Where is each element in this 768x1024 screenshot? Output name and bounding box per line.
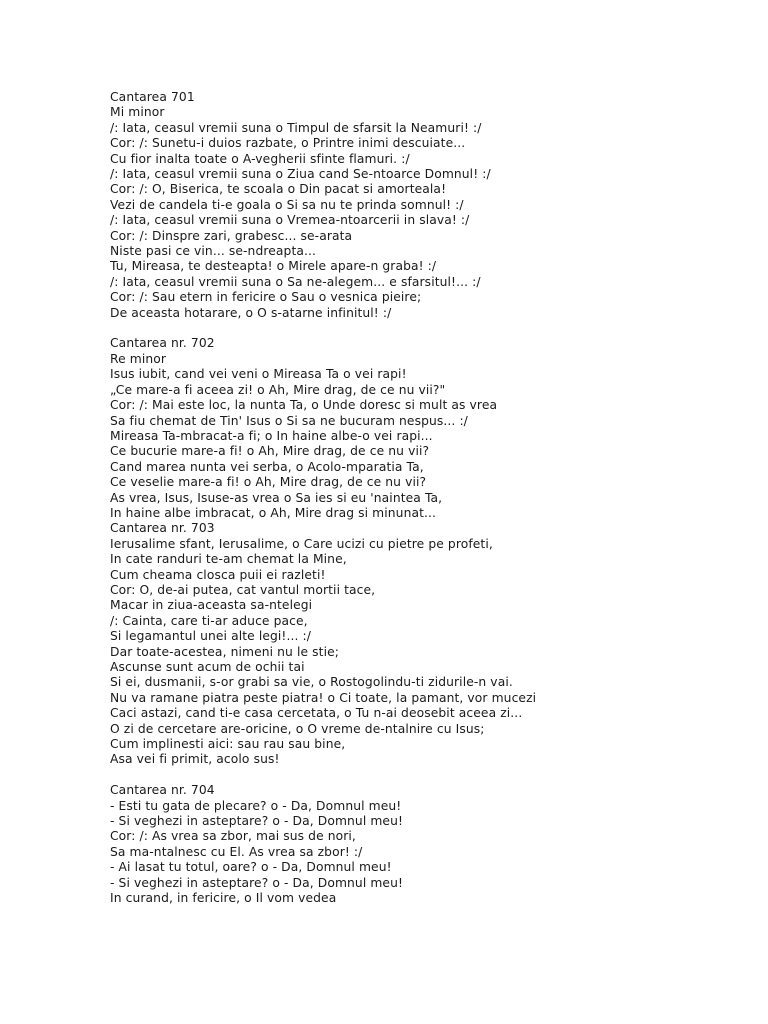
text-line: Cor: /: Mai este loc, la nunta Ta, o Unde doresc si mult as vrea [110,398,498,413]
text-line: /: Iata, ceasul vremii suna o Vremea-ntoarcerii in slava! :/ [110,213,470,228]
text-line: Vezi de candela ti-e goala o Si sa nu te prinda somnul! :/ [110,197,464,212]
text-line: Mireasa Ta-mbracat-a fi; o In haine albe-o vei rapi... [110,428,433,443]
text-line: In curand, in fericire, o Il vom vedea [110,891,337,906]
text-line: - Si veghezi in asteptare? o - Da, Domnul meu! [110,814,404,829]
text-line: Macar in ziua-aceasta sa-ntelegi [110,598,313,613]
text-line: Tu, Mireasa, te desteapta! o Mirele apare-n graba! :/ [110,259,437,274]
text-line: Cu fior inalta toate o A-vegherii sfinte flamuri. :/ [110,151,410,166]
text-line: Cor: /: As vrea sa zbor, mai sus de nori, [110,829,356,844]
text-line: Cor: /: Dinspre zari, grabesc... se-arata [110,228,353,243]
hymn-title: Cantarea nr. 703 [110,521,215,536]
text-line: Cum cheama closca puii ei razleti! [110,567,326,582]
text-line: Si ei, dusmanii, s-or grabi sa vie, o Rostogolindu-ti zidurile-n vai. [110,675,513,690]
text-line: - Ai lasat tu totul, oare? o - Da, Domnul meu! [110,860,392,875]
section-spacer [110,321,750,336]
hymn-key: Re minor [110,351,167,366]
hymn-701 [110,90,750,321]
text-line: Sa fiu chemat de Tin' Isus o Si sa ne bucuram nespus... :/ [110,413,468,428]
section-spacer [110,768,750,783]
document-page [110,90,750,907]
text-line: Cum implinesti aici: sau rau sau bine, [110,737,346,752]
text-line: Cor: /: Sau etern in fericire o Sau o vesnica pieire; [110,290,422,305]
text-line: In cate randuri te-am chemat la Mine, [110,552,347,567]
text-line: /: Iata, ceasul vremii suna o Timpul de sfarsit la Neamuri! :/ [110,120,482,135]
text-line: /: Iata, ceasul vremii suna o Ziua cand Se-ntoarce Domnul! :/ [110,167,491,182]
text-line: - Si veghezi in asteptare? o - Da, Domnul meu! [110,875,404,890]
hymn-702-703 [110,336,750,767]
text-line: Cand marea nunta vei serba, o Acolo-mparatia Ta, [110,459,424,474]
text-line: Ascunse sunt acum de ochii tai [110,660,305,675]
hymn-title: Cantarea nr. 704 [110,783,215,798]
hymn-704 [110,783,750,906]
text-line: „Ce mare-a fi aceea zi! o Ah, Mire drag, de ce nu vii?" [110,382,446,397]
text-line: - Esti tu gata de plecare? o - Da, Domnul meu! [110,798,402,813]
text-line: Cor: O, de-ai putea, cat vantul mortii tace, [110,582,376,597]
text-line: Si legamantul unei alte legi!... :/ [110,629,311,644]
text-line: /: Cainta, care ti-ar aduce pace, [110,613,308,628]
text-line: Asa vei fi primit, acolo sus! [110,752,280,767]
text-line: Isus iubit, cand vei veni o Mireasa Ta o vei rapi! [110,367,407,382]
text-line: Caci astazi, cand ti-e casa cercetata, o Tu n-ai deosebit aceea zi... [110,706,523,721]
text-line: Ce veselie mare-a fi! o Ah, Mire drag, de ce nu vii? [110,475,427,490]
hymn-title: Cantarea 701 [110,90,195,104]
text-line: /: Iata, ceasul vremii suna o Sa ne-alegem... e sfarsitul!... :/ [110,274,481,289]
text-line: De aceasta hotarare, o O s-atarne infinitul! :/ [110,305,392,320]
text-line: O zi de cercetare are-oricine, o O vreme de-ntalnire cu Isus; [110,721,485,736]
hymn-key: Mi minor [110,105,165,120]
text-line: Cor: /: O, Biserica, te scoala o Din pacat si amorteala! [110,182,447,197]
text-line: Nu va ramane piatra peste piatra! o Ci toate, la pamant, vor mucezi [110,690,537,705]
hymn-title: Cantarea nr. 702 [110,336,215,351]
text-line: In haine albe imbracat, o Ah, Mire drag si minunat... [110,505,437,520]
text-line: Niste pasi ce vin... se-ndreapta... [110,244,317,259]
text-line: As vrea, Isus, Isuse-as vrea o Sa ies si eu 'naintea Ta, [110,490,443,505]
text-line: Sa ma-ntalnesc cu El. As vrea sa zbor! :/ [110,844,363,859]
text-line: Cor: /: Sunetu-i duios razbate, o Printre inimi descuiate... [110,136,466,151]
text-line: Ierusalime sfant, Ierusalime, o Care ucizi cu pietre pe profeti, [110,536,493,551]
text-line: Dar toate-acestea, nimeni nu le stie; [110,644,339,659]
text-line: Ce bucurie mare-a fi! o Ah, Mire drag, de ce nu vii? [110,444,430,459]
